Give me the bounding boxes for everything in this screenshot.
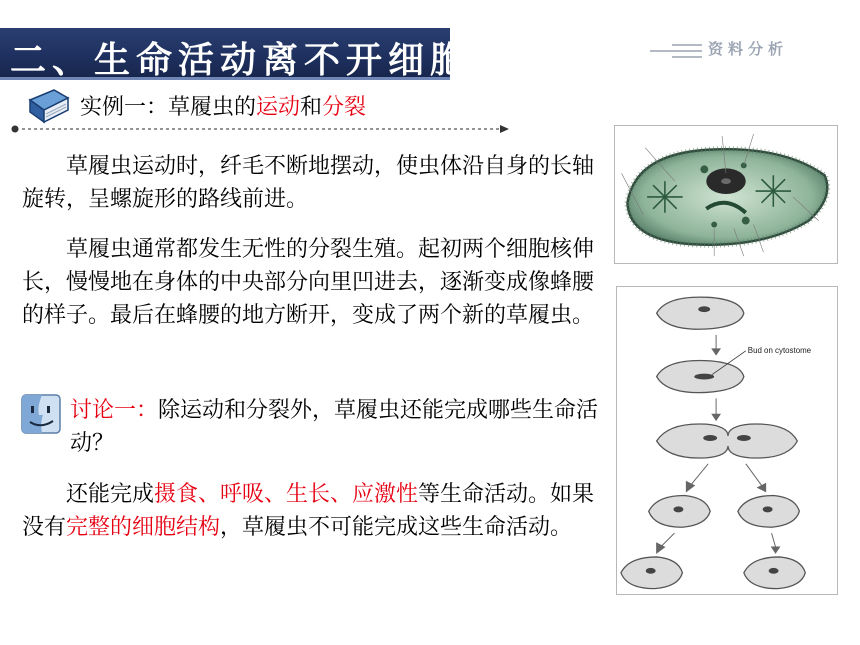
paramecium-illustration bbox=[615, 126, 837, 263]
example-heading-and: 和 bbox=[300, 95, 323, 120]
answer-part2: 等生命活动。如果没有 bbox=[22, 482, 595, 540]
page-title: 二、生命活动离不开细胞 bbox=[10, 39, 473, 81]
division-sequence-illustration bbox=[617, 287, 837, 594]
mac-face-icon bbox=[20, 393, 62, 435]
keyword-division: 分裂 bbox=[322, 95, 367, 120]
keyword-movement: 运动 bbox=[256, 95, 301, 120]
division-paragraph: 草履虫通常都发生无性的分裂生殖。起初两个细胞核伸长，慢慢地在身体的中央部分向里凹进去，逐渐变成像蜂腰的样子。最后在蜂腰的地方断开，变成了两个新的草履虫。 bbox=[22, 237, 595, 328]
answer-part3: ，草履虫不可能完成这些生命活动。 bbox=[220, 515, 573, 540]
discussion-label: 讨论一： bbox=[70, 398, 159, 423]
answer-structure: 完整的细胞结构 bbox=[66, 515, 221, 540]
discussion-text: 除运动和分裂外，草履虫还能完成哪些生命活动？ bbox=[70, 398, 599, 456]
section-label bbox=[650, 36, 820, 66]
answer-paragraph bbox=[22, 478, 607, 544]
discussion-question bbox=[70, 394, 610, 460]
paramecium-structure-image bbox=[614, 125, 838, 264]
answer-part1: 还能完成 bbox=[66, 482, 155, 507]
section-label-text: 资料分析 bbox=[708, 40, 789, 58]
movement-paragraph: 草履虫运动时，纤毛不断地摆动，使虫体沿自身的长轴旋转，呈螺旋形的路线前进。 bbox=[22, 154, 595, 212]
division-annotation-label: Bud on cytostome bbox=[747, 345, 812, 355]
title-banner bbox=[0, 28, 473, 81]
example-heading-prefix: 实例一：草履虫的 bbox=[80, 95, 257, 120]
example-heading bbox=[80, 90, 366, 121]
dotted-divider bbox=[10, 122, 510, 136]
decorative-lines-icon bbox=[650, 42, 702, 60]
paramecium-division-image bbox=[616, 286, 838, 595]
book-icon bbox=[24, 88, 72, 126]
answer-activities: 摄食、呼吸、生长、应激性 bbox=[154, 482, 419, 507]
